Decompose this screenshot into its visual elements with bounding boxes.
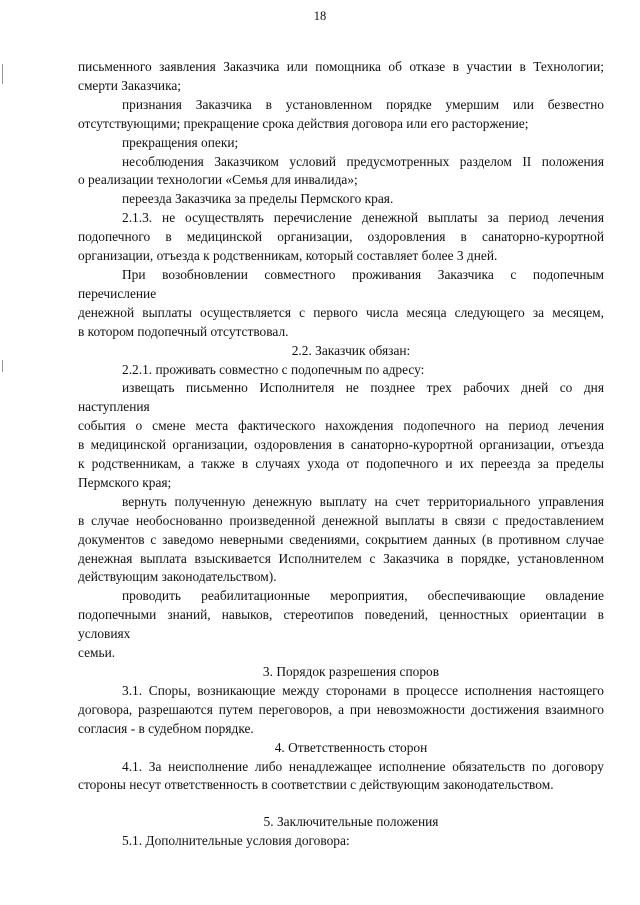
text-line: При возобновлении совместного проживания Заказчика с подопечным перечисление — [78, 266, 604, 301]
scan-edge-mark — [2, 64, 3, 84]
text-line: письменного заявления Заказчика или помощника об отказе в участии в Технологии; — [78, 59, 604, 74]
text-line: переезда Заказчика за пределы Пермского края. — [122, 191, 394, 207]
text-line: 2.2.1. проживать совместно с подопечным по адресу: — [122, 361, 425, 377]
text-line: вернуть полученную денежную выплату на счет территориального управления — [122, 493, 604, 509]
text-line: события о смене места фактического нахождения подопечного на период лечения — [78, 418, 604, 434]
document-body — [78, 58, 604, 851]
text-line: семьи. — [78, 645, 116, 661]
scan-edge-mark — [2, 360, 3, 372]
text-line: несоблюдения Заказчиком условий предусмотренных разделом II положения — [122, 153, 604, 169]
text-line: признания Заказчика в установленном порядке умершим или безвестно — [122, 96, 604, 112]
text-line: в медицинской организации, оздоровления в санаторно-курортной организации, отъезда — [78, 437, 604, 453]
text-line: действующим законодательством). — [78, 569, 277, 585]
text-line: документов с заведомо неверными сведениями, сокрытием данных (в противном случае — [78, 531, 604, 547]
section-heading: 5. Заключительные положения — [263, 814, 439, 830]
text-line: смерти Заказчика; — [78, 77, 182, 93]
text-line: 2.1.3. не осуществлять перечисление денежной выплаты за период лечения — [122, 210, 604, 226]
text-line: 3.1. Споры, возникающие между сторонами в процессе исполнения настоящего — [122, 682, 604, 698]
text-line: организации, отъезда к родственникам, который составляет более 3 дней. — [78, 248, 498, 264]
text-line: проводить реабилитационные мероприятия, обеспечивающие овладение — [122, 588, 604, 604]
text-line: 4.1. За неисполнение либо ненадлежащее исполнение обязательств по договору — [122, 758, 604, 774]
text-line: в котором подопечный отсутствовал. — [78, 323, 289, 339]
text-line: к родственникам, а также в случаях ухода от подопечного и их переезда за пределы — [78, 456, 604, 472]
text-line: договора, разрешаются путем переговоров, а при невозможности достижения взаимного — [78, 701, 604, 717]
section-heading: 4. Ответственность сторон — [274, 739, 428, 755]
text-line: подопечными знаний, навыков, стереотипов поведений, ценностных ориентации в условиях — [78, 607, 604, 642]
section-heading: 2.2. Заказчик обязан: — [291, 342, 411, 358]
text-line: подопечного в медицинской организации, оздоровления в санаторно-курортной — [78, 229, 604, 245]
text-line: согласия - в судебном порядке. — [78, 720, 254, 736]
text-line: денежной выплаты осуществляется с первого числа месяца следующего за месяцем, — [78, 304, 604, 320]
text-line: 5.1. Дополнительные условия договора: — [122, 833, 350, 849]
text-line: прекращения опеки; — [122, 134, 239, 150]
page-number: 18 — [313, 9, 327, 23]
text-line: отсутствующими; прекращение срока действия договора или его расторжение; — [78, 115, 529, 131]
text-line: извещать письменно Исполнителя не позднее трех рабочих дней со дня наступления — [78, 380, 604, 415]
text-line: стороны несут ответственность в соответствии с действующим законодательством. — [78, 777, 554, 793]
text-line: о реализации технологии «Семья для инвалида»; — [78, 172, 358, 188]
section-heading: 3. Порядок разрешения споров — [262, 664, 440, 679]
text-line: в случае необоснованно произведенной денежной выплаты в связи с предоставлением — [78, 512, 604, 528]
text-line: Пермского края; — [78, 474, 172, 490]
blank-line — [78, 795, 604, 813]
text-line: денежная выплата взыскивается Исполнителем с Заказчика в порядке, установленном — [78, 550, 604, 566]
